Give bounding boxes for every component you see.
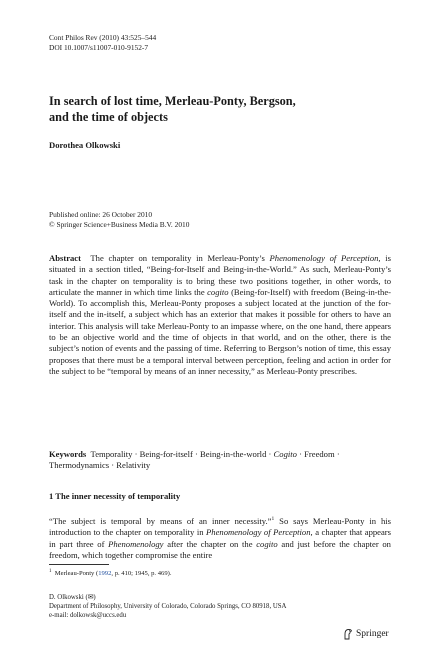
body-text-3: after the chapter on the (167, 538, 253, 549)
opening-quote: “The subject is temporal by means of an inner necessity.” (49, 515, 272, 526)
keywords-italic: Cogito (273, 449, 297, 459)
body-italic-1: Phenomenology of Perception (206, 527, 311, 538)
title-line-2: and the time of objects (49, 109, 168, 124)
journal-citation: Cont Philos Rev (2010) 43:525–544 (49, 33, 157, 42)
copyright: © Springer Science+Business Media B.V. 2010 (49, 220, 190, 229)
keywords-label: Keywords (49, 449, 87, 459)
abstract-text-2: , is situated in a section titled, “Being-for-Itself and Being-in-the-World.” As such, Merleau-Ponty’s task in the chapter on temporality is to bring these two positions together, in other words, to articulate the manner in which time links the (49, 253, 392, 297)
abstract-italic-2: cogito (207, 286, 229, 297)
body-italic-2: Phenomenology (108, 538, 164, 549)
keywords-text-2: · Freedom · Thermodynamics · Relativity (49, 449, 340, 471)
footnote-text-pre: Merleau-Ponty ( (54, 570, 99, 578)
footnote-text-post: , p. 410; 1945, p. 469). (111, 570, 172, 578)
affiliation-department: Department of Philosophy, University of Colorado, Colorado Springs, CO 80918, USA (49, 603, 287, 610)
published-date: Published online: 26 October 2010 (49, 210, 153, 219)
author-name: Dorothea Olkowski (49, 140, 121, 150)
abstract-text-3: (Being-for-Itself) with freedom (Being-in-the-World). To accomplish this, Merleau-Ponty proposes a subject located at the junction of the for-itself and the in-itself, a subject which has an exterior that makes it possible for others to have an interior. This analysis will take Merleau-Ponty to an impasse where, on the one hand, there appears to be an objective world and the time of objects in that world, and on the other, there is the subject’s notion of events and the passing of time. Referring to Bergson’s notion of time, this essay proposes that there must be a temporal interval between perception, feeling and action in order for the subject to be “temporal by means of an inner necessity,” as Merleau-Ponty prescribes. (49, 286, 391, 376)
springer-logo (343, 628, 389, 640)
abstract-label: Abstract (49, 253, 81, 263)
doi: DOI 10.1007/s11007-010-9152-7 (49, 43, 149, 52)
springer-horse-icon (343, 628, 353, 640)
keywords (49, 449, 391, 472)
keywords-text-1: Temporality · Being-for-itself · Being-in-the-world · (90, 449, 272, 459)
footnote (49, 569, 171, 577)
author-affiliation (49, 593, 286, 620)
body-text-4: and just before the chapter on freedom, which together compromise the entire (49, 538, 391, 561)
section-heading: 1 The inner necessity of temporality (49, 491, 181, 501)
abstract (49, 253, 391, 377)
publisher-name: Springer (356, 629, 389, 639)
publication-info (49, 210, 189, 230)
affiliation-name: D. Olkowski (✉) (49, 594, 96, 601)
body-text (49, 514, 391, 561)
footnote-citation-link[interactable]: 1992 (98, 570, 112, 578)
footnote-ref[interactable]: 1 (271, 516, 275, 522)
footnote-divider (49, 564, 109, 565)
abstract-text-1: The chapter on temporality in Merleau-Ponty’s (90, 253, 265, 263)
article-title (49, 94, 379, 125)
journal-header (49, 33, 156, 53)
title-line-1: In search of lost time, Merleau-Ponty, Bergson, (49, 94, 296, 108)
body-text-2: , a chapter that appears in part three of (49, 527, 391, 549)
body-text-1: So says Merleau-Ponty in his introduction to the chapter on temporality in (49, 515, 392, 538)
affiliation-email: e-mail: dolkowsk@uccs.edu (49, 612, 127, 619)
abstract-italic-1: Phenomenology of Perception (269, 253, 379, 263)
body-italic-3: cogito (256, 538, 278, 549)
footnote-number: 1 (49, 569, 52, 574)
